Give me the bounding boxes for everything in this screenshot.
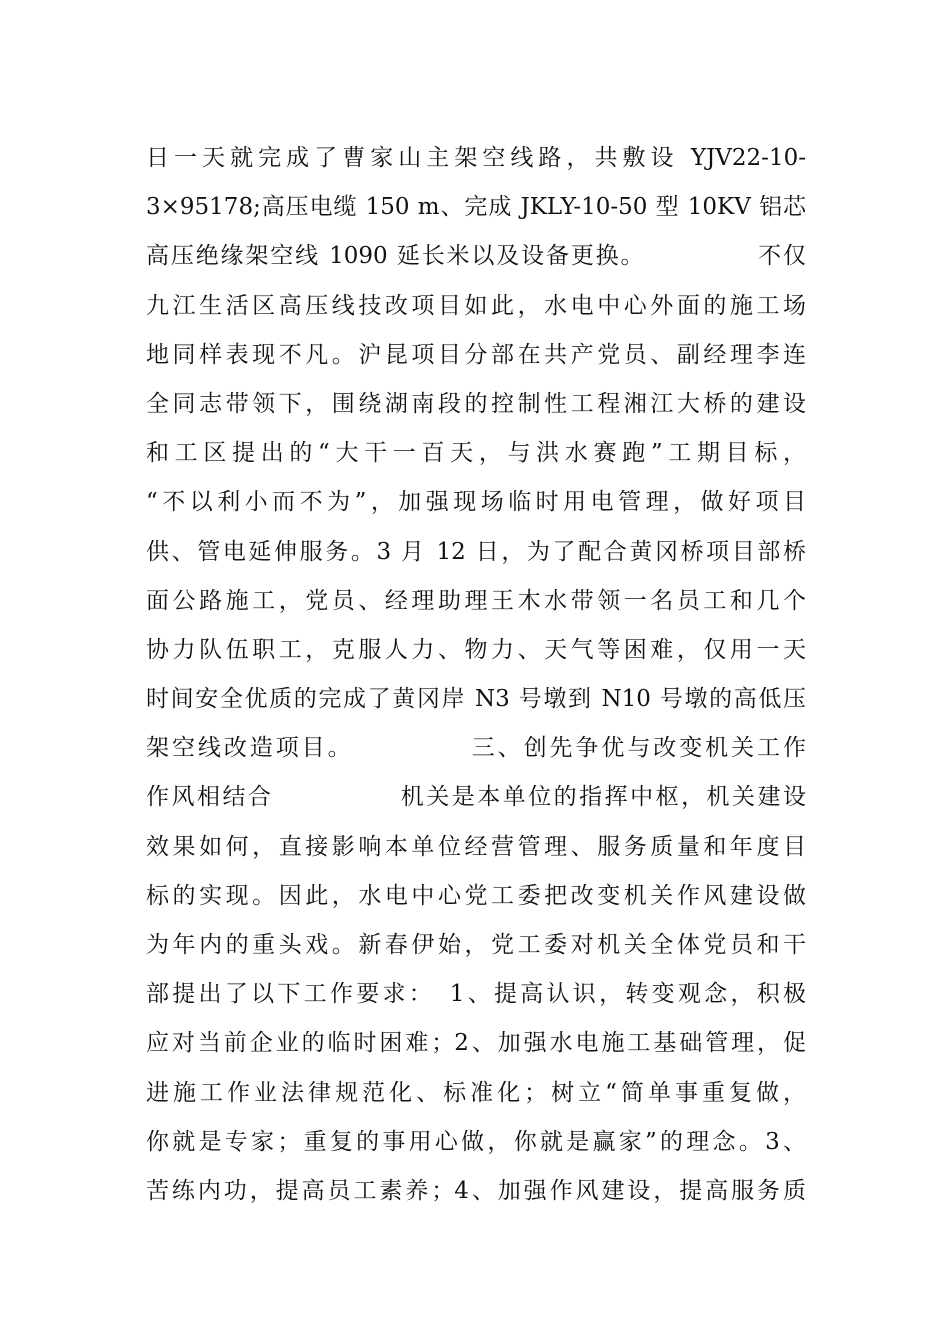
text-line: 苦练内功，提高员工素养；4、加强作风建设，提高服务质 bbox=[146, 1177, 806, 1204]
text-line: 标的实现。因此，水电中心党工委把改变机关作风建设做 bbox=[146, 882, 806, 909]
text-line: 作风相结合 机关是本单位的指挥中枢，机关建设 bbox=[146, 784, 806, 811]
text-line: 进施工作业法律规范化、标准化；树立“简单事重复做， bbox=[146, 1079, 806, 1106]
text-line: 日一天就完成了曹家山主架空线路，共敷设 YJV22-10- bbox=[146, 145, 806, 171]
text-line: 效果如何，直接影响本单位经营管理、服务质量和年度目 bbox=[146, 833, 806, 860]
text-line: 地同样表现不凡。沪昆项目分部在共产党员、副经理李连 bbox=[146, 341, 806, 368]
text-line: 时间安全优质的完成了黄冈岸 N3 号墩到 N10 号墩的高低压 bbox=[146, 686, 806, 713]
text-line: 架空线改造项目。 三、创先争优与改变机关工作 bbox=[146, 735, 806, 762]
text-line: 你就是专家；重复的事用心做，你就是赢家”的理念。3、 bbox=[146, 1128, 806, 1155]
text-line: 面公路施工，党员、经理助理王木水带领一名员工和几个 bbox=[146, 587, 806, 614]
text-line: 3×95178;高压电缆 150 m、完成 JKLY-10-50 型 10KV 铝芯 bbox=[146, 194, 806, 221]
body-text bbox=[146, 134, 806, 1216]
text-line: 协力队伍职工，克服人力、物力、天气等困难，仅用一天 bbox=[146, 636, 806, 663]
text-line: 全同志带领下，围绕湖南段的控制性工程湘江大桥的建设 bbox=[146, 390, 806, 417]
text-line: “不以利小而不为”，加强现场临时用电管理，做好项目 bbox=[146, 489, 806, 516]
text-line: 和工区提出的“大干一百天，与洪水赛跑”工期目标， bbox=[146, 440, 806, 467]
text-line: 部提出了以下工作要求： 1、提高认识，转变观念，积极 bbox=[146, 981, 806, 1008]
text-line: 应对当前企业的临时困难；2、加强水电施工基础管理，促 bbox=[146, 1030, 806, 1057]
text-line: 供、管电延伸服务。3 月 12 日，为了配合黄冈桥项目部桥 bbox=[146, 538, 806, 565]
text-line: 九江生活区高压线技改项目如此，水电中心外面的施工场 bbox=[146, 292, 806, 319]
text-line: 为年内的重头戏。新春伊始，党工委对机关全体党员和干 bbox=[146, 932, 806, 958]
text-line: 高压绝缘架空线 1090 延长米以及设备更换。 不仅 bbox=[146, 243, 806, 270]
